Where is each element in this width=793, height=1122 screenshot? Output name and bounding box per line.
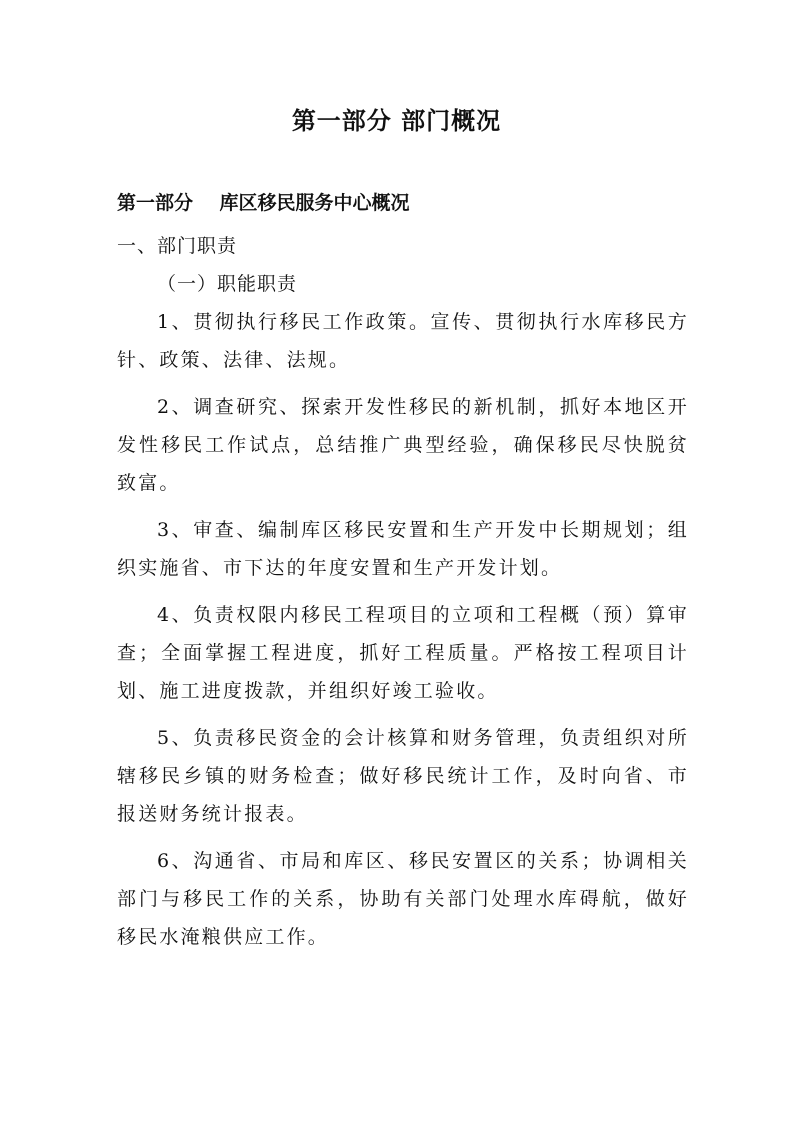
- document-body: [117, 227, 689, 956]
- duty-paragraph-2: 2、调查研究、探索开发性移民的新机制，抓好本地区开发性移民工作试点，总结推广典型经验，确保移民尽快脱贫致富。: [117, 396, 689, 494]
- section-title: 第一部分 库区移民服务中心概况: [117, 192, 410, 214]
- duty-paragraph-5: 5、负责移民资金的会计核算和财务管理，负责组织对所辖移民乡镇的财务检查；做好移民统计工作，及时向省、市报送财务统计报表。: [117, 727, 689, 825]
- duty-paragraph-3: 3、审查、编制库区移民安置和生产开发中长期规划；组织实施省、市下达的年度安置和生产开发计划。: [117, 519, 689, 579]
- heading-department-duties: 一、部门职责: [117, 235, 238, 257]
- page-title: 第一部分 部门概况: [291, 107, 502, 135]
- heading-functional-duties: （一）职能职责: [157, 273, 298, 295]
- duty-paragraph-4: 4、负责权限内移民工程项目的立项和工程概（预）算审查；全面掌握工程进度，抓好工程质量。严格按工程项目计划、施工进度拨款，并组织好竣工验收。: [117, 604, 689, 702]
- duty-paragraph-6: 6、沟通省、市局和库区、移民安置区的关系；协调相关部门与移民工作的关系，协助有关部门处理水库碍航，做好移民水淹粮供应工作。: [117, 850, 689, 948]
- duty-paragraph-1: 1、贯彻执行移民工作政策。宣传、贯彻执行水库移民方针、政策、法律、法规。: [117, 311, 689, 371]
